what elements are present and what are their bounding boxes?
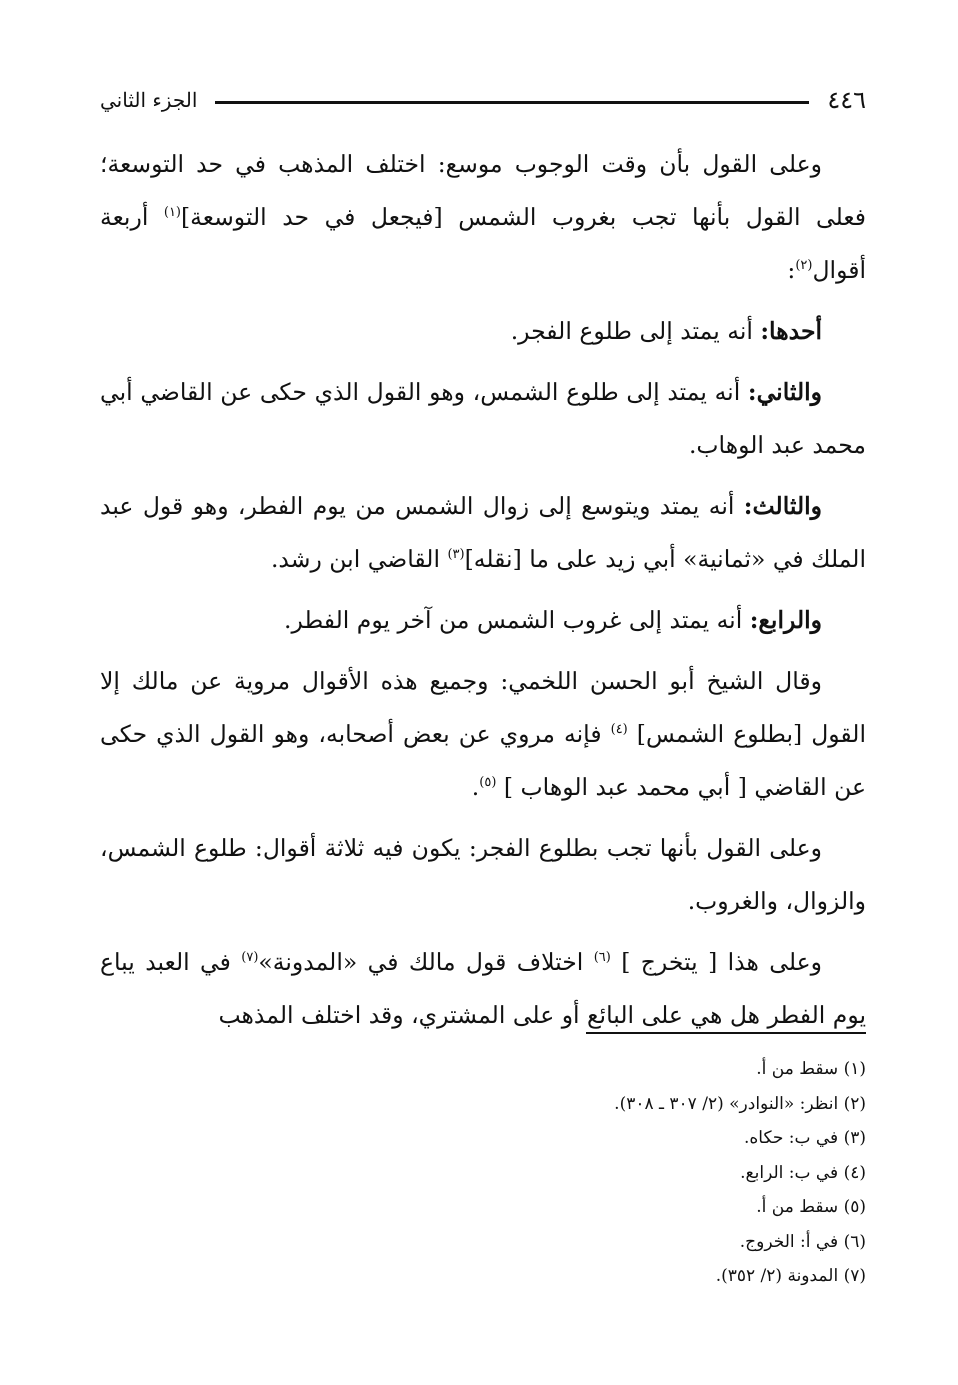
footnote-ref: (٣) (447, 547, 465, 563)
paragraph (100, 138, 866, 297)
paragraph-text: اختلاف قول مالك في «المدونة» (258, 948, 594, 976)
paragraph (100, 594, 866, 647)
paragraph-text: وعلى القول بأن وقت الوجوب موسع: اختلف المذهب في حد التوسعة؛ فعلى القول بأنها تجب بغروب الشمس [فيجعل في حد التوسعة] (100, 150, 866, 231)
footnote-ref: (٢) (795, 258, 813, 274)
main-text (100, 138, 866, 1050)
footnote-separator (586, 1032, 866, 1034)
paragraph-text: أنه يمتد إلى طلوع الشمس، وهو القول الذي حكى عن القاضي أبي محمد عبد الوهاب. (100, 378, 866, 459)
paragraph-text: في العبد يباع يوم الفطر هل هي على البائع أو على المشتري، وقد اختلف المذهب (100, 948, 866, 1029)
paragraph-text: فإنه مروي عن بعض أصحابه، وهو القول الذي حكى عن القاضي [ أبي محمد عبد الوهاب ] (100, 720, 866, 801)
footnote-item: (١) سقط من أ. (756, 1059, 866, 1079)
footnote-item: (٦) في أ: الخروج. (739, 1231, 866, 1252)
footnote-item: (٣) في ب: حكاه. (743, 1128, 866, 1148)
paragraph (100, 822, 866, 928)
footnote-ref: (٧) (241, 950, 259, 966)
footnote-item: (٤) في ب: الرابع. (740, 1162, 866, 1183)
footnote-ref: (٥) (479, 775, 497, 791)
paragraph-text: وقال الشيخ أبو الحسن اللخمي: وجميع هذه الأقوال مروية عن مالك إلا القول [بطلوع الشمس] (100, 667, 866, 748)
paragraph (100, 936, 866, 1042)
paragraph (100, 366, 866, 472)
paragraph-lead: والرابع: (749, 606, 822, 634)
paragraph-text: وعلى هذا [ يتخرج ] (610, 948, 823, 976)
paragraph-text: أنه يمتد إلى غروب الشمس من آخر يوم الفطر. (284, 606, 750, 634)
paragraph-lead: والثاني: (747, 378, 822, 406)
paragraph-text: وعلى القول بأنها تجب بطلوع الفجر: يكون فيه ثلاثة أقوال: طلوع الشمس، والزوال، والغروب. (100, 834, 866, 915)
footnote-ref: (٦) (593, 950, 611, 966)
footnotes (400, 1052, 866, 1294)
paragraph-text: أنه يمتد إلى طلوع الفجر. (510, 317, 761, 345)
paragraph-text: القاضي ابن رشد. (270, 545, 448, 573)
paragraph (100, 655, 866, 814)
page-header (100, 82, 866, 118)
page-number: ٤٤٦ (827, 86, 866, 114)
paragraph (100, 480, 866, 586)
paragraph (100, 305, 866, 358)
paragraph-text: . (471, 773, 480, 801)
footnote-item: (٧) المدونة (٢/ ٣٥٢). (715, 1266, 866, 1286)
footnote-item: (٢) انظر: «النوادر» (٢/ ٣٠٧ ـ ٣٠٨). (614, 1093, 866, 1114)
paragraph-text: أنه يمتد ويتوسع إلى زوال الشمس من يوم الفطر، وهو قول عبد الملك في «ثمانية» أبي زيد على ما [نقله] (100, 492, 866, 573)
footnote-item: (٥) سقط من أ. (756, 1197, 866, 1217)
paragraph-text: : (787, 256, 796, 284)
paragraph-lead: والثالث: (743, 492, 822, 520)
footnote-ref: (١) (163, 205, 181, 221)
running-title: الجزء الثاني (100, 88, 198, 112)
footnote-ref: (٤) (610, 722, 628, 738)
paragraph-text: أربعة أقوال (100, 203, 866, 284)
paragraph-lead: أحدها: (760, 317, 822, 345)
header-rule (215, 101, 809, 104)
